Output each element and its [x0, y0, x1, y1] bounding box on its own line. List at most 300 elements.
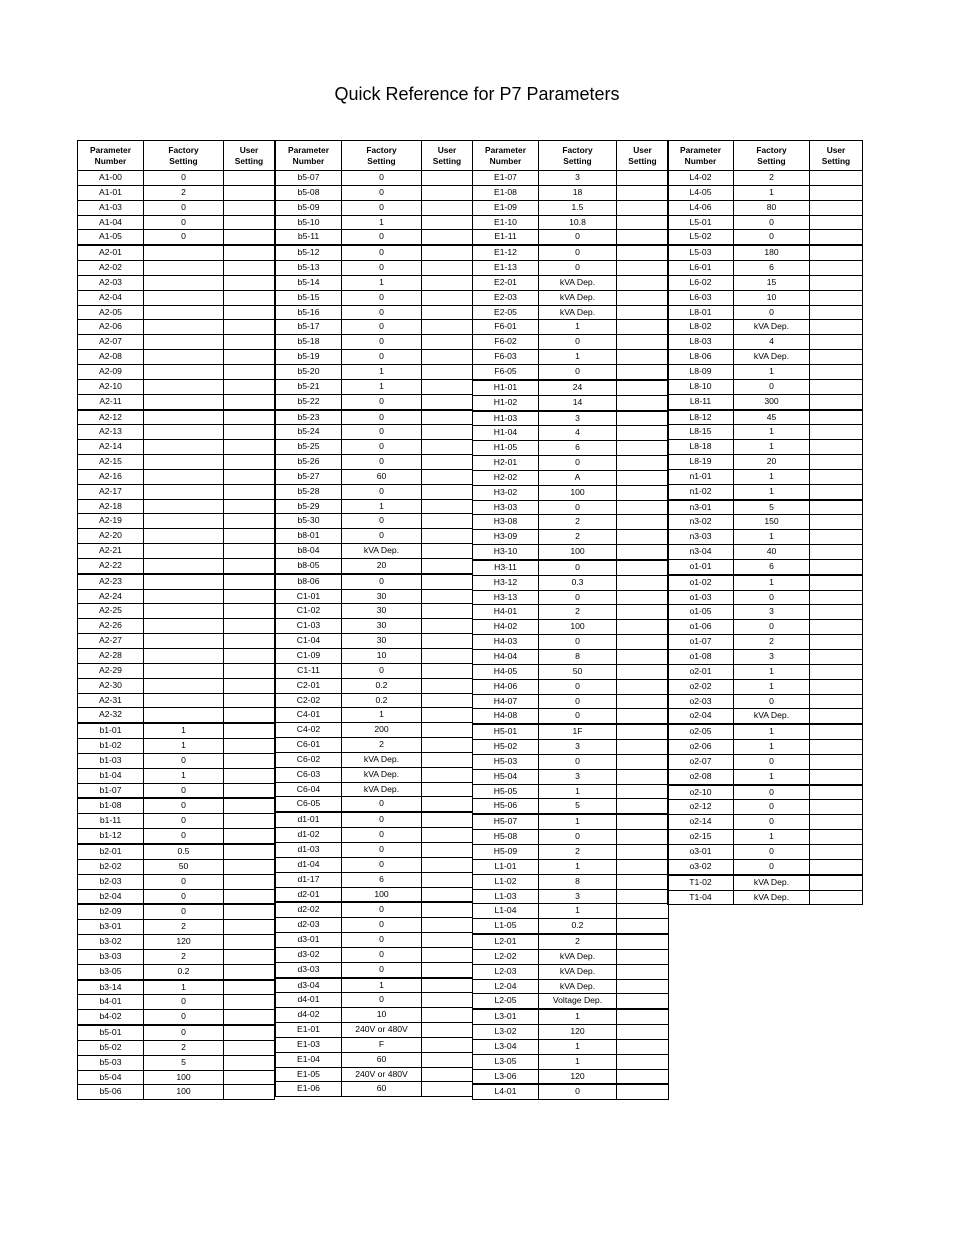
user-setting-cell[interactable]: [422, 1082, 473, 1097]
user-setting-cell[interactable]: [422, 335, 473, 350]
parameter-number-cell: A2-18: [78, 499, 144, 514]
parameter-number-cell: b5-19: [276, 350, 342, 365]
user-setting-cell[interactable]: [617, 411, 669, 426]
parameter-number-cell: b5-22: [276, 394, 342, 409]
user-setting-cell[interactable]: [617, 1009, 669, 1024]
user-setting-cell[interactable]: [810, 575, 863, 590]
user-setting-cell[interactable]: [224, 440, 275, 455]
user-setting-cell[interactable]: [422, 320, 473, 335]
user-setting-cell[interactable]: [224, 200, 275, 215]
user-setting-cell[interactable]: [422, 529, 473, 544]
parameter-number-cell: b2-03: [78, 874, 144, 889]
user-setting-cell[interactable]: [617, 650, 669, 665]
user-setting-cell[interactable]: [224, 889, 275, 904]
user-setting-cell[interactable]: [810, 500, 863, 515]
user-setting-cell[interactable]: [617, 500, 669, 515]
factory-setting-cell: 0: [539, 245, 617, 260]
user-setting-cell[interactable]: [422, 842, 473, 857]
user-setting-cell[interactable]: [224, 844, 275, 859]
user-setting-cell[interactable]: [224, 275, 275, 290]
user-setting-cell[interactable]: [224, 350, 275, 365]
user-setting-cell[interactable]: [810, 875, 863, 890]
user-setting-cell[interactable]: [617, 934, 669, 949]
factory-setting-cell: 6: [734, 559, 810, 574]
user-setting-cell[interactable]: [422, 978, 473, 993]
table-row: [276, 842, 473, 857]
user-setting-cell[interactable]: [810, 484, 863, 499]
user-setting-cell[interactable]: [617, 171, 669, 186]
user-setting-cell[interactable]: [617, 979, 669, 994]
user-setting-cell[interactable]: [224, 469, 275, 484]
user-setting-cell[interactable]: [810, 545, 863, 560]
user-setting-cell[interactable]: [224, 1025, 275, 1040]
user-setting-cell[interactable]: [422, 245, 473, 260]
factory-setting-cell: kVA Dep.: [342, 782, 422, 797]
user-setting-cell[interactable]: [617, 560, 669, 575]
user-setting-cell[interactable]: [617, 545, 669, 560]
user-setting-cell[interactable]: [617, 694, 669, 709]
parameter-number-cell: A2-01: [78, 245, 144, 260]
user-setting-cell[interactable]: [224, 484, 275, 499]
user-setting-cell[interactable]: [617, 261, 669, 276]
user-setting-cell[interactable]: [224, 320, 275, 335]
user-setting-cell[interactable]: [617, 335, 669, 350]
user-setting-cell[interactable]: [422, 200, 473, 215]
user-setting-cell[interactable]: [810, 844, 863, 859]
user-setting-cell[interactable]: [617, 679, 669, 694]
user-setting-cell[interactable]: [224, 514, 275, 529]
user-setting-cell[interactable]: [224, 935, 275, 950]
user-setting-cell[interactable]: [617, 200, 669, 215]
user-setting-cell[interactable]: [617, 919, 669, 934]
user-setting-cell[interactable]: [224, 215, 275, 230]
parameter-number-cell: C2-02: [276, 693, 342, 708]
parameter-number-cell: H1-01: [473, 380, 539, 395]
user-setting-cell[interactable]: [422, 619, 473, 634]
user-setting-cell[interactable]: [810, 425, 863, 440]
user-setting-cell[interactable]: [617, 1025, 669, 1040]
user-setting-cell[interactable]: [224, 649, 275, 664]
user-setting-cell[interactable]: [617, 530, 669, 545]
factory-setting-cell: kVA Dep.: [539, 964, 617, 979]
factory-setting-cell: 0.2: [539, 919, 617, 934]
user-setting-cell[interactable]: [810, 469, 863, 484]
user-setting-cell[interactable]: [810, 335, 863, 350]
user-setting-cell[interactable]: [810, 830, 863, 845]
user-setting-cell[interactable]: [810, 364, 863, 379]
user-setting-cell[interactable]: [422, 797, 473, 812]
user-setting-cell[interactable]: [422, 185, 473, 200]
user-setting-cell[interactable]: [224, 859, 275, 874]
user-setting-cell[interactable]: [810, 350, 863, 365]
user-setting-cell[interactable]: [422, 1052, 473, 1067]
user-setting-cell[interactable]: [617, 859, 669, 874]
user-setting-cell[interactable]: [224, 753, 275, 768]
factory-setting-cell: 120: [539, 1025, 617, 1040]
user-setting-cell[interactable]: [810, 785, 863, 800]
user-setting-cell[interactable]: [810, 394, 863, 409]
user-setting-cell[interactable]: [810, 261, 863, 276]
factory-setting-cell: 3: [539, 411, 617, 426]
user-setting-cell[interactable]: [422, 767, 473, 782]
user-setting-cell[interactable]: [810, 664, 863, 679]
parameter-number-cell: A2-25: [78, 604, 144, 619]
user-setting-cell[interactable]: [224, 544, 275, 559]
user-setting-cell[interactable]: [422, 708, 473, 723]
user-setting-cell[interactable]: [422, 902, 473, 917]
user-setting-cell[interactable]: [617, 799, 669, 814]
user-setting-cell[interactable]: [422, 379, 473, 394]
table-row: [78, 889, 275, 904]
factory-setting-cell: 0.3: [539, 575, 617, 590]
user-setting-cell[interactable]: [810, 815, 863, 830]
user-setting-cell[interactable]: [422, 634, 473, 649]
table-row: [668, 575, 863, 590]
user-setting-cell[interactable]: [224, 1070, 275, 1085]
user-setting-cell[interactable]: [617, 889, 669, 904]
user-setting-cell[interactable]: [422, 469, 473, 484]
factory-setting-cell: 60: [342, 1052, 422, 1067]
parameter-number-cell: L8-02: [668, 320, 734, 335]
user-setting-cell[interactable]: [224, 425, 275, 440]
user-setting-cell[interactable]: [617, 949, 669, 964]
user-setting-cell[interactable]: [422, 350, 473, 365]
user-setting-cell[interactable]: [224, 379, 275, 394]
user-setting-cell[interactable]: [224, 768, 275, 783]
user-setting-cell[interactable]: [617, 1039, 669, 1054]
user-setting-cell[interactable]: [224, 798, 275, 813]
user-setting-cell[interactable]: [422, 364, 473, 379]
factory-setting-cell: 3: [539, 889, 617, 904]
user-setting-cell[interactable]: [617, 350, 669, 365]
parameter-number-cell: d1-02: [276, 828, 342, 843]
parameter-number-cell: L8-12: [668, 410, 734, 425]
user-setting-cell[interactable]: [224, 499, 275, 514]
user-setting-cell[interactable]: [810, 230, 863, 245]
user-setting-cell[interactable]: [224, 185, 275, 200]
user-setting-cell[interactable]: [224, 305, 275, 320]
user-setting-cell[interactable]: [422, 678, 473, 693]
user-setting-cell[interactable]: [224, 335, 275, 350]
user-setting-cell[interactable]: [810, 620, 863, 635]
user-setting-cell[interactable]: [422, 514, 473, 529]
factory-setting-cell: 0: [144, 1025, 224, 1040]
table-row: [668, 785, 863, 800]
user-setting-cell[interactable]: [422, 918, 473, 933]
user-setting-cell[interactable]: [422, 752, 473, 767]
parameter-table-4: [667, 140, 863, 905]
parameter-number-cell: o1-01: [668, 559, 734, 574]
user-setting-cell[interactable]: [617, 769, 669, 784]
user-setting-cell[interactable]: [617, 230, 669, 245]
user-setting-cell[interactable]: [422, 663, 473, 678]
user-setting-cell[interactable]: [617, 215, 669, 230]
parameter-number-cell: d1-17: [276, 872, 342, 887]
table-row: [276, 797, 473, 812]
user-setting-cell[interactable]: [224, 604, 275, 619]
user-setting-cell[interactable]: [810, 635, 863, 650]
user-setting-cell[interactable]: [617, 441, 669, 456]
table-row: [78, 964, 275, 979]
user-setting-cell[interactable]: [617, 364, 669, 379]
user-setting-cell[interactable]: [224, 1055, 275, 1070]
user-setting-cell[interactable]: [810, 590, 863, 605]
user-setting-cell[interactable]: [617, 664, 669, 679]
table-row: [473, 261, 669, 276]
user-setting-cell[interactable]: [810, 215, 863, 230]
table-row: [78, 379, 275, 394]
user-setting-cell[interactable]: [224, 1085, 275, 1100]
user-setting-cell[interactable]: [224, 904, 275, 919]
parameter-number-cell: A2-27: [78, 634, 144, 649]
user-setting-cell[interactable]: [422, 782, 473, 797]
user-setting-cell[interactable]: [810, 709, 863, 724]
user-setting-cell[interactable]: [810, 559, 863, 574]
user-setting-cell[interactable]: [422, 230, 473, 245]
user-setting-cell[interactable]: [617, 844, 669, 859]
user-setting-cell[interactable]: [617, 515, 669, 530]
user-setting-cell[interactable]: [422, 305, 473, 320]
user-setting-cell[interactable]: [422, 738, 473, 753]
user-setting-cell[interactable]: [422, 1008, 473, 1023]
user-setting-cell[interactable]: [224, 829, 275, 844]
user-setting-cell[interactable]: [224, 230, 275, 245]
parameter-number-cell: o2-14: [668, 815, 734, 830]
user-setting-cell[interactable]: [810, 769, 863, 784]
user-setting-cell[interactable]: [617, 605, 669, 620]
user-setting-cell[interactable]: [422, 1037, 473, 1052]
parameter-number-cell: A2-24: [78, 589, 144, 604]
user-setting-cell[interactable]: [422, 1067, 473, 1082]
user-setting-cell[interactable]: [810, 305, 863, 320]
user-setting-cell[interactable]: [422, 499, 473, 514]
user-setting-cell[interactable]: [617, 814, 669, 829]
user-setting-cell[interactable]: [224, 529, 275, 544]
user-setting-cell[interactable]: [224, 874, 275, 889]
user-setting-cell[interactable]: [224, 678, 275, 693]
user-setting-cell[interactable]: [422, 604, 473, 619]
user-setting-cell[interactable]: [810, 440, 863, 455]
parameter-number-cell: L3-06: [473, 1069, 539, 1084]
factory-setting-cell: 0.2: [144, 964, 224, 979]
user-setting-cell[interactable]: [617, 1084, 669, 1099]
table-row: [668, 305, 863, 320]
user-setting-cell[interactable]: [224, 619, 275, 634]
user-setting-cell[interactable]: [224, 364, 275, 379]
user-setting-cell[interactable]: [224, 920, 275, 935]
user-setting-cell[interactable]: [422, 828, 473, 843]
user-setting-cell[interactable]: [422, 1023, 473, 1038]
user-setting-cell[interactable]: [617, 426, 669, 441]
user-setting-cell[interactable]: [224, 589, 275, 604]
user-setting-cell[interactable]: [224, 558, 275, 573]
user-setting-cell[interactable]: [617, 964, 669, 979]
user-setting-cell[interactable]: [224, 261, 275, 276]
user-setting-cell[interactable]: [810, 515, 863, 530]
user-setting-cell[interactable]: [617, 290, 669, 305]
parameter-number-cell: b4-02: [78, 1010, 144, 1025]
user-setting-cell[interactable]: [810, 650, 863, 665]
user-setting-cell[interactable]: [810, 320, 863, 335]
user-setting-cell[interactable]: [224, 455, 275, 470]
user-setting-cell[interactable]: [422, 394, 473, 409]
user-setting-cell[interactable]: [422, 857, 473, 872]
user-setting-cell[interactable]: [810, 890, 863, 905]
user-setting-cell[interactable]: [224, 708, 275, 723]
user-setting-cell[interactable]: [224, 723, 275, 738]
user-setting-cell[interactable]: [422, 933, 473, 948]
user-setting-cell[interactable]: [617, 185, 669, 200]
user-setting-cell[interactable]: [224, 245, 275, 260]
user-setting-cell[interactable]: [810, 530, 863, 545]
user-setting-cell[interactable]: [810, 694, 863, 709]
user-setting-cell[interactable]: [224, 995, 275, 1010]
user-setting-cell[interactable]: [422, 947, 473, 962]
user-setting-cell[interactable]: [422, 425, 473, 440]
user-setting-cell[interactable]: [422, 872, 473, 887]
user-setting-cell[interactable]: [422, 887, 473, 902]
user-setting-cell[interactable]: [810, 171, 863, 186]
user-setting-cell[interactable]: [224, 1040, 275, 1055]
factory-setting-cell: kVA Dep.: [734, 875, 810, 890]
user-setting-cell[interactable]: [810, 740, 863, 755]
user-setting-cell[interactable]: [224, 964, 275, 979]
table-row: [668, 559, 863, 574]
parameter-number-cell: A2-02: [78, 261, 144, 276]
user-setting-cell[interactable]: [224, 171, 275, 186]
table-row: [276, 425, 473, 440]
factory-setting-cell: [144, 499, 224, 514]
user-setting-cell[interactable]: [422, 544, 473, 559]
user-setting-cell[interactable]: [422, 962, 473, 977]
user-setting-cell[interactable]: [422, 261, 473, 276]
user-setting-cell[interactable]: [617, 470, 669, 485]
user-setting-cell[interactable]: [224, 663, 275, 678]
user-setting-cell[interactable]: [422, 455, 473, 470]
parameter-number-cell: L1-02: [473, 874, 539, 889]
user-setting-cell[interactable]: [422, 558, 473, 573]
user-setting-cell[interactable]: [810, 275, 863, 290]
parameter-number-cell: b5-11: [276, 230, 342, 245]
table-row: [473, 350, 669, 365]
user-setting-cell[interactable]: [224, 290, 275, 305]
user-setting-cell[interactable]: [617, 904, 669, 919]
user-setting-cell[interactable]: [810, 455, 863, 470]
user-setting-cell[interactable]: [617, 590, 669, 605]
user-setting-cell[interactable]: [422, 693, 473, 708]
user-setting-cell[interactable]: [617, 380, 669, 395]
user-setting-cell[interactable]: [617, 784, 669, 799]
user-setting-cell[interactable]: [224, 1010, 275, 1025]
user-setting-cell[interactable]: [422, 275, 473, 290]
user-setting-cell[interactable]: [617, 754, 669, 769]
user-setting-cell[interactable]: [810, 245, 863, 260]
user-setting-cell[interactable]: [617, 620, 669, 635]
user-setting-cell[interactable]: [617, 874, 669, 889]
user-setting-cell[interactable]: [224, 634, 275, 649]
user-setting-cell[interactable]: [224, 739, 275, 754]
user-setting-cell[interactable]: [422, 589, 473, 604]
parameter-number-cell: b5-15: [276, 290, 342, 305]
parameter-number-cell: n3-02: [668, 515, 734, 530]
user-setting-cell[interactable]: [617, 724, 669, 739]
user-setting-cell[interactable]: [810, 410, 863, 425]
factory-setting-cell: 1: [539, 784, 617, 799]
parameter-number-cell: L8-10: [668, 379, 734, 394]
user-setting-cell[interactable]: [810, 290, 863, 305]
user-setting-cell[interactable]: [617, 395, 669, 410]
user-setting-cell[interactable]: [810, 679, 863, 694]
user-setting-cell[interactable]: [224, 574, 275, 589]
user-setting-cell[interactable]: [224, 814, 275, 829]
user-setting-cell[interactable]: [422, 812, 473, 827]
user-setting-cell[interactable]: [810, 605, 863, 620]
parameter-number-cell: b5-02: [78, 1040, 144, 1055]
user-setting-cell[interactable]: [617, 485, 669, 500]
user-setting-cell[interactable]: [422, 723, 473, 738]
parameter-number-cell: E1-12: [473, 245, 539, 260]
user-setting-cell[interactable]: [810, 800, 863, 815]
user-setting-cell[interactable]: [422, 410, 473, 425]
user-setting-cell[interactable]: [422, 574, 473, 589]
user-setting-cell[interactable]: [224, 783, 275, 798]
table-row: [78, 514, 275, 529]
factory-setting-cell: 30: [342, 604, 422, 619]
user-setting-cell[interactable]: [224, 394, 275, 409]
user-setting-cell[interactable]: [224, 980, 275, 995]
user-setting-cell[interactable]: [422, 993, 473, 1008]
user-setting-cell[interactable]: [422, 171, 473, 186]
parameter-number-cell: E1-07: [473, 171, 539, 186]
user-setting-cell[interactable]: [810, 724, 863, 739]
user-setting-cell[interactable]: [617, 275, 669, 290]
user-setting-cell[interactable]: [617, 1069, 669, 1084]
user-setting-cell[interactable]: [617, 575, 669, 590]
user-setting-cell[interactable]: [617, 1054, 669, 1069]
table-row: [473, 530, 669, 545]
user-setting-cell[interactable]: [422, 649, 473, 664]
user-setting-cell[interactable]: [617, 245, 669, 260]
user-setting-cell[interactable]: [422, 440, 473, 455]
factory-setting-cell: 10.8: [539, 215, 617, 230]
user-setting-cell[interactable]: [810, 754, 863, 769]
user-setting-cell[interactable]: [422, 484, 473, 499]
user-setting-cell[interactable]: [617, 740, 669, 755]
table-row: [78, 1055, 275, 1070]
user-setting-cell[interactable]: [617, 830, 669, 845]
user-setting-cell[interactable]: [617, 320, 669, 335]
user-setting-cell[interactable]: [224, 693, 275, 708]
user-setting-cell[interactable]: [422, 215, 473, 230]
table-row: [473, 844, 669, 859]
factory-setting-cell: 5: [734, 500, 810, 515]
user-setting-cell[interactable]: [224, 949, 275, 964]
header-factory: Factory Setting: [539, 141, 617, 171]
user-setting-cell[interactable]: [810, 859, 863, 874]
user-setting-cell[interactable]: [422, 290, 473, 305]
user-setting-cell[interactable]: [810, 185, 863, 200]
user-setting-cell[interactable]: [617, 635, 669, 650]
table-row: [276, 872, 473, 887]
user-setting-cell[interactable]: [810, 379, 863, 394]
user-setting-cell[interactable]: [617, 994, 669, 1009]
user-setting-cell[interactable]: [617, 709, 669, 724]
user-setting-cell[interactable]: [810, 200, 863, 215]
user-setting-cell[interactable]: [617, 305, 669, 320]
parameter-number-cell: b3-01: [78, 920, 144, 935]
user-setting-cell[interactable]: [617, 456, 669, 471]
user-setting-cell[interactable]: [224, 410, 275, 425]
